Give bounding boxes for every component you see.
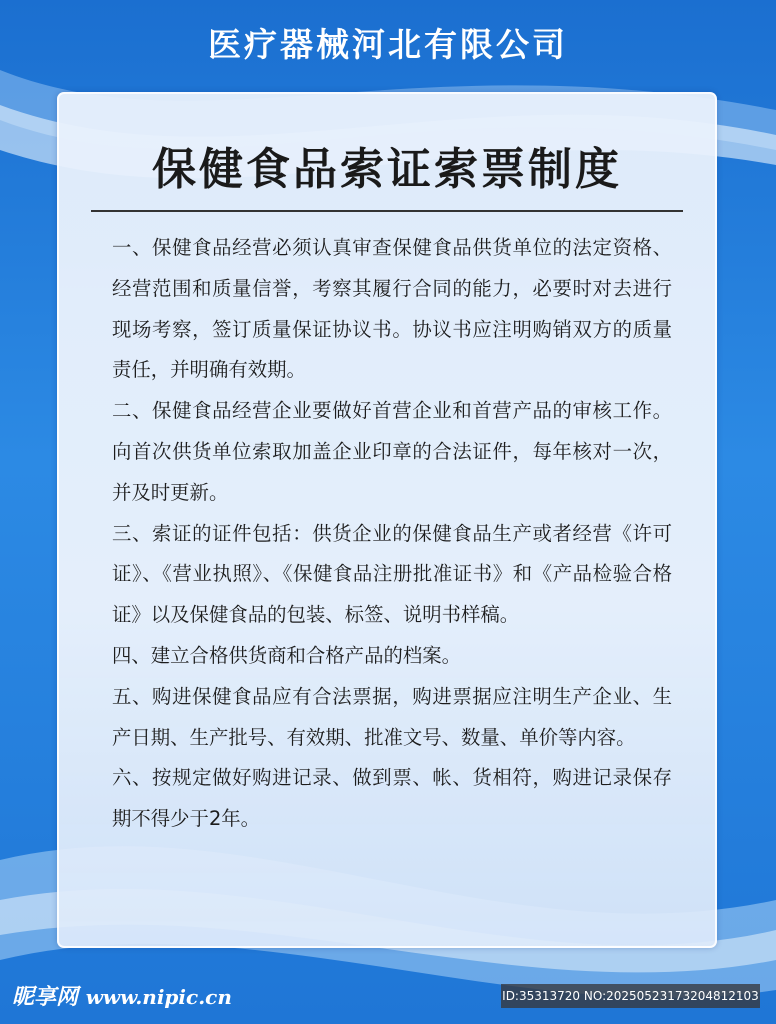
clause-list: [112, 228, 672, 840]
title-divider: [91, 210, 683, 212]
watermark-site: www.nipic.cn: [85, 985, 232, 1009]
clause-3: 三、索证的证件包括：供货企业的保健食品生产或者经营《许可证》、《营业执照》、《保健食品注册批准证书》和《产品检验合格证》以及保健食品的包装、标签、说明书样稿。: [112, 521, 672, 627]
watermark-logo: [12, 982, 232, 1013]
watermark-logo-text: 昵享网: [12, 985, 79, 1010]
document-title: 保健食品索证索票制度: [152, 144, 622, 195]
watermark-id-badge: ID:35313720 NO:20250523173204812103: [501, 984, 760, 1008]
clause-5: 五、购进保健食品应有合法票据，购进票据应注明生产企业、生产日期、生产批号、有效期、批准文号、数量、单价等内容。: [112, 684, 672, 749]
clause-4: 四、建立合格供货商和合格产品的档案。: [112, 643, 462, 667]
clause-6: 六、按规定做好购进记录、做到票、帐、货相符，购进记录保存期不得少于2年。: [112, 766, 672, 831]
company-name: 医疗器械河北有限公司: [208, 25, 568, 64]
clause-2: 二、保健食品经营企业要做好首营企业和首营产品的审核工作。向首次供货单位索取加盖企业印章的合法证件，每年核对一次，并及时更新。: [112, 399, 672, 504]
clause-1: 一、保健食品经营必须认真审查保健食品供货单位的法定资格、经营范围和质量信誉，考察其履行合同的能力，必要时对去进行现场考察，签订质量保证协议书。协议书应注明购销双方的质量责任，并明确有效期。: [112, 236, 672, 382]
